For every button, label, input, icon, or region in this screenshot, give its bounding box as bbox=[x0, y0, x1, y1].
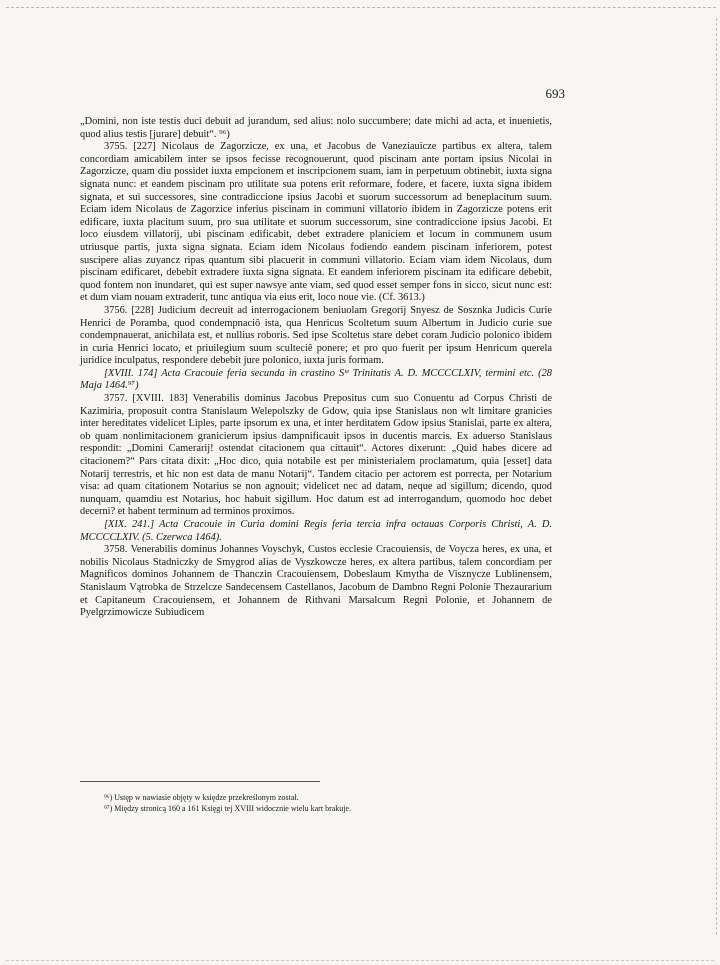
paragraph-continuation: „Domini, non iste testis duci debuit ad jurandum, sed alius: nolo succumbere; date michi ad acta, et inuenietis, quod alius testis [jurare] debuit“. ⁹⁶) bbox=[80, 116, 552, 140]
page-edge-right bbox=[716, 18, 717, 935]
session-heading-xviii-174: [XVIII. 174] Acta Cracouie feria secunda in crastino Sᵗᵉ Trinitatis A. D. MCCCCLXIV, termini etc. (28 Maja 1464.⁹⁷) bbox=[80, 367, 552, 392]
entry-3758: 3758. Venerabilis dominus Johannes Voyschyk, Custos ecclesie Cracouiensis, de Voycza heres, ex una, et nobilis Nicolaus Stadniczky de Smygrod alias de Vyszkowcze heres, ex altera partibus, talem concordiam per Magnificos dominos Johannem de Thanczin Cracouiensem, Dobeslaum Kmytha de Visznycze Lublinensem, Stanislaum Vątrobka de Strzelcze Sandecensem Castellanos, Jacobum de Dambno Regni Polonie Thezaurarium et Capitaneum Cracouiensem, et Johannem de Rithvani Marsalcum Regni Polonie, et Johannem de Pyelgrzimowicze Subiudicem bbox=[80, 544, 552, 619]
page-edge-top bbox=[6, 7, 716, 8]
entry-3757: 3757. [XVIII. 183] Venerabilis dominus Jacobus Prepositus cum suo Conuentu ad Corpus Christi de Kazimiria, proposuit contra Stanislaum Welepolszky de Gdow, quia ipse Stanislaus non wlt limitare granicies inter hereditates videlicet Liples, parte ipsorum ex una, et inter herditatem Gdow ipsius Stanislai, parte ex altera, ob quam nonlimitacionem granicierum ipsius dampnificauit ipsos in ducentis marcis. Ex aduerso Stanislaus respondit: „Domini Camerarij! ostendat citacionem qua cittauit“. Actores dixerunt: „Quid habes dicere ad citacionem?“ Pars citata dixit: „Hoc dico, quia notabile est per ministerialem proclamatum, quia [esset] data Notarij terrestris, et hic non est data de manu Notarij“. Tandem citacio per actorem est porrecta, per Notarium visa: ad quam citationem Notarius se non agnouit; videlicet nec ad datam, neque ad sigillum; dicendo, quod nunquam, quamdiu est Notarius, hoc habuit sigillum. Hoc datum est ad interrogandum, quomodo hoc debet decerni? et habent terminum ad terminos proximos. bbox=[80, 393, 552, 518]
footnote-rule bbox=[80, 781, 320, 782]
footnotes bbox=[80, 792, 552, 814]
body-text bbox=[80, 116, 552, 620]
page-edge-bottom bbox=[6, 960, 714, 961]
entry-3756: 3756. [228] Judicium decreuit ad interrogacionem beniuolam Gregorij Snyesz de Sosznka Judicis Curie Henrici de Poramba, quod condempnaciô ista, qua Henricus Scoltetum suum Albertum in Judicio curie sue condempnauerat, anichilata est, et nullius roboris. Sed ipse Scoltetus stare debet coram Judicio polonico ibidem in curia Henrici locato, et priuilegium suum sculteciê ponere; et pro quo fuerit per ipsum Henricum querela juridice inculpatus, respondere debebit jure polonico, iuxta juris formam. bbox=[80, 304, 552, 367]
session-heading-xix-241: [XIX. 241.] Acta Cracouie in Curia domini Regis feria tercia infra octauas Corporis Christi, A. D. MCCCCLXIV. (5. Czerwca 1464). bbox=[80, 519, 552, 543]
footnote-97: ⁹⁷) Między stronicą 160 a 161 Księgi tej XVIII widocznie wielu kart brakuje. bbox=[104, 804, 352, 813]
footnote-96: ⁹⁶) Ustęp w nawiasie objęty w księdze przekreślonym został. bbox=[104, 793, 299, 802]
page-number: 693 bbox=[545, 86, 565, 101]
entry-3755: 3755. [227] Nicolaus de Zagorzicze, ex una, et Jacobus de Vaneziauicze partibus ex altera, talem concordiam amicabilem inter se ipsos fecisse recognouerunt, quod piscinam ante portam ipsius Nicolai in Zagorzicze, quam diu possidet iuxta empcionem et inscripcionem suam, iam in perpetuum obtinebit, iuxta signa signata nunc: et eandem piscinam pro utilitate sua potens erit reformare, fodere, et facere, iuxta signa ibidem signata, et sui successores, sine contradiccione ipsius Jacobi et suorum successorum ad beneplacitum suum. Eciam idem Nicolaus de Zagorzice inferius piscinam in communi villatorio ibidem in Zagorzicze potens erit edificare, iuxta placitum suum, pro sua utilitate et suorum successorum, sine contradiccione ipsius Jacobi. Et loco eiusdem villatorij, ubi piscinam edificabit, debet extradere planiciem et locum in communem usum utriusque partis, juxta signa signata. Eciam idem Nicolaus fodiendo eandem piscinam inferiorem, potest suscipere alias zuyancz ripas quantum sibi placuerit in communi villatorio. Eciam viam idem Nicolaus, dum piscinam edificaret, debebit extradere iuxta signa signata. Et eandem inferiorem piscinam ita edificare debebit, quod fontem non inundaret, qui est super nawsye ante viam, sed quod esset semper fons in sicco, sicut nunc est: et dum viam nouam extraderit, tunc antiqua via eius erit, loco noue vie. (Cf. 3613.) bbox=[80, 141, 552, 304]
